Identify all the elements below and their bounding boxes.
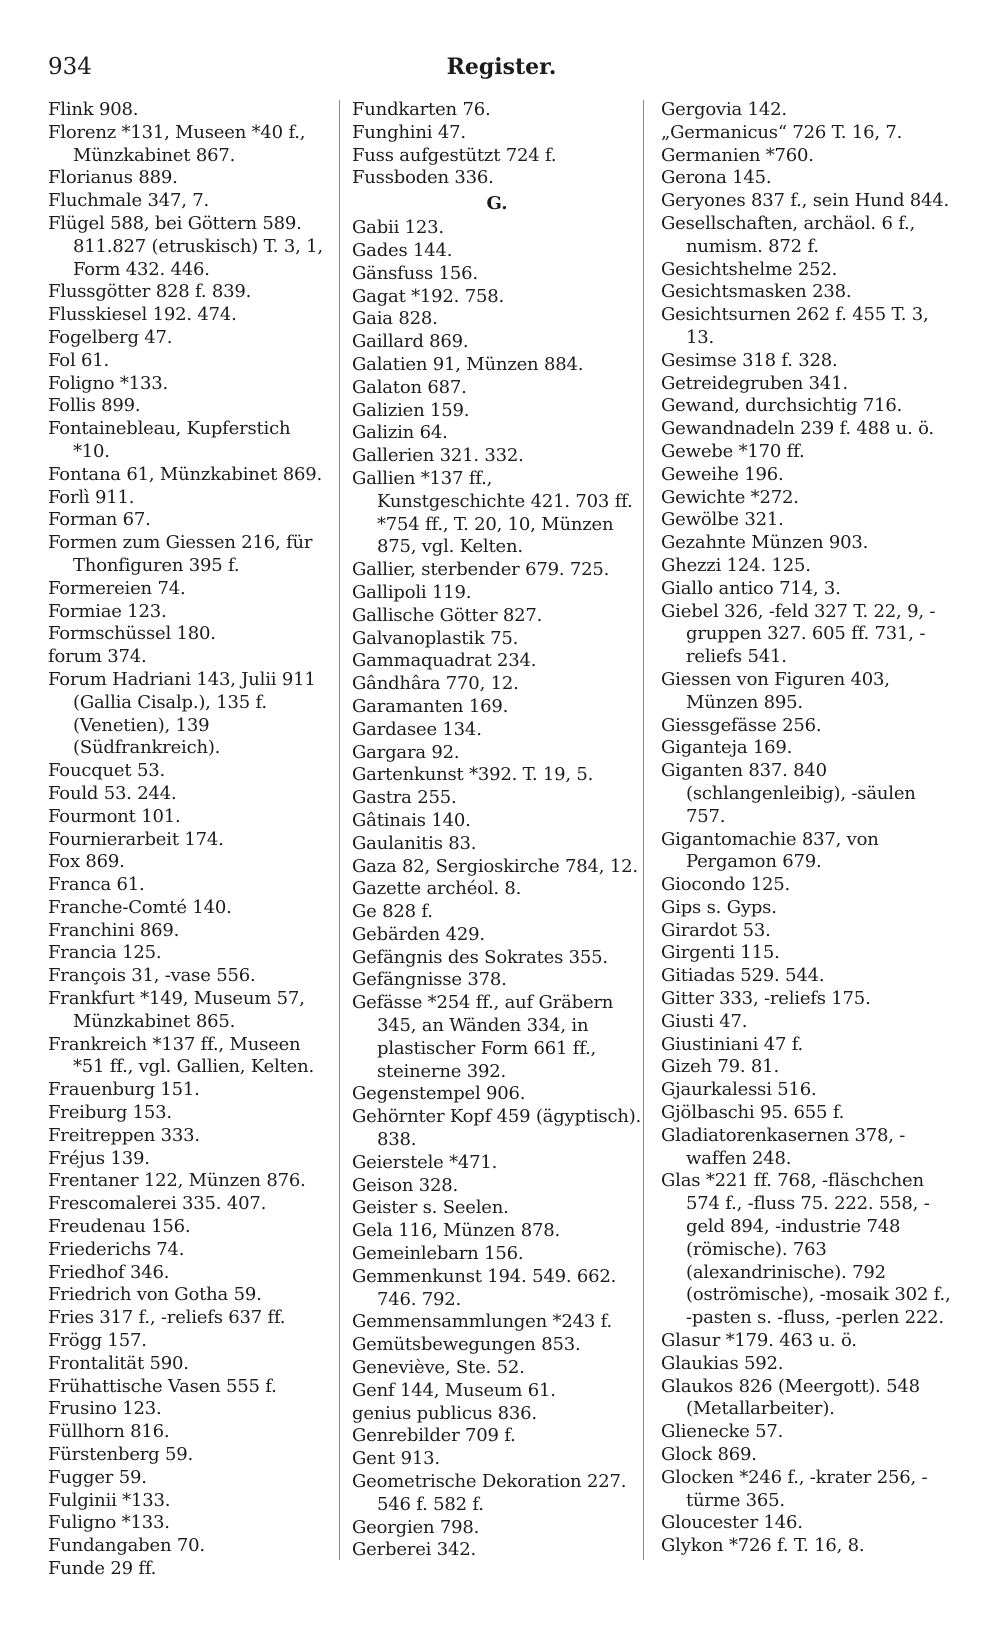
index-entry: Gänsfuss 156. xyxy=(352,262,478,284)
index-entry: Geister s. Seelen. xyxy=(352,1197,509,1219)
index-entry: Fox 869. xyxy=(48,851,125,873)
index-entry: Fussboden 336. xyxy=(352,167,494,189)
index-entry: Gefängnisse 378. xyxy=(352,969,507,991)
index-entry: Glykon *726 f. T. 16, 8. xyxy=(661,1535,865,1557)
index-entry: Florianus 889. xyxy=(48,167,178,189)
index-entry: Gallische Götter 827. xyxy=(352,604,543,626)
index-entry: Girardot 53. xyxy=(661,919,771,941)
index-entry: Giustiniani 47 f. xyxy=(661,1033,804,1055)
index-entry: Fournierarbeit 174. xyxy=(48,828,224,850)
index-entry: Forman 67. xyxy=(48,509,151,531)
running-title: Register. xyxy=(446,54,557,80)
index-entry: Forlì 911. xyxy=(48,486,135,508)
index-entry: „Germanicus“ 726 T. 16, 7. xyxy=(661,121,903,143)
index-entry: Flügel 588, bei Göttern 589. 811.827 (etruskisch) T. 3, 1, Form 432. 446. xyxy=(48,212,323,280)
index-entry: Giocondo 125. xyxy=(661,874,791,896)
index-entry: Giganteja 169. xyxy=(661,737,793,759)
index-entry: Formiae 123. xyxy=(48,600,167,622)
index-entry: Gaia 828. xyxy=(352,308,438,330)
index-column-3 xyxy=(661,99,958,1558)
index-entry: Gemeinlebarn 156. xyxy=(352,1243,524,1265)
index-entry: Fuss aufgestützt 724 f. xyxy=(352,144,557,166)
index-entry: Foucquet 53. xyxy=(48,760,165,782)
index-entry: Geometrische Dekoration 227. 546 f. 582 f. xyxy=(352,1471,627,1515)
index-entry: Fould 53. 244. xyxy=(48,782,177,804)
index-entry: Gallier, sterbender 679. 725. xyxy=(352,559,610,581)
index-entry: Fugger 59. xyxy=(48,1466,147,1488)
index-entry: Frögg 157. xyxy=(48,1330,147,1352)
index-entry: Flusskiesel 192. 474. xyxy=(48,304,237,326)
index-entry: Flink 908. xyxy=(48,99,139,120)
index-entry: Gargara 92. xyxy=(352,741,460,763)
index-entry: Gemütsbewegungen 853. xyxy=(352,1334,581,1356)
index-entry: Frontalität 590. xyxy=(48,1352,189,1374)
index-entry: Gagat *192. 758. xyxy=(352,285,504,307)
index-entry: Fulginii *133. xyxy=(48,1489,171,1511)
index-entry: Francia 125. xyxy=(48,942,162,964)
index-entry: Friedrich von Gotha 59. xyxy=(48,1284,262,1306)
index-entry: Gewichte *272. xyxy=(661,486,799,508)
column-divider xyxy=(643,100,644,1560)
index-entry: Fourmont 101. xyxy=(48,805,181,827)
index-entry: Frusino 123. xyxy=(48,1398,162,1420)
index-entry: Gades 144. xyxy=(352,239,453,261)
index-entry: Gesichtsurnen 262 f. 455 T. 3, 13. xyxy=(661,304,929,348)
index-entry: Giganten 837. 840 (schlangenleibig), -säulen 757. xyxy=(661,760,916,827)
index-entry: Giallo antico 714, 3. xyxy=(661,577,841,599)
index-entry: Gartenkunst *392. T. 19, 5. xyxy=(352,764,594,786)
index-entry: Gitiadas 529. 544. xyxy=(661,965,825,987)
index-entry: Freudenau 156. xyxy=(48,1216,191,1238)
index-entry: Friederichs 74. xyxy=(48,1238,185,1260)
index-entry: Getreidegruben 341. xyxy=(661,372,848,394)
index-entry: Friedhof 346. xyxy=(48,1261,170,1283)
index-entry: Galizien 159. xyxy=(352,399,470,421)
index-column-1 xyxy=(48,99,331,1581)
index-entry: Frankfurt *149, Museum 57, Münzkabinet 865. xyxy=(48,988,305,1032)
index-entry: Gallerien 321. 332. xyxy=(352,445,524,467)
index-entry: Geryones 837 f., sein Hund 844. xyxy=(661,190,950,212)
index-entry: Gaulanitis 83. xyxy=(352,832,477,854)
index-entry: Funghini 47. xyxy=(352,121,466,143)
index-entry: Franchini 869. xyxy=(48,919,180,941)
index-entry: Gizeh 79. 81. xyxy=(661,1056,779,1078)
column-divider xyxy=(339,100,340,1560)
index-entry: Geierstele *471. xyxy=(352,1151,498,1173)
index-entry: Formereien 74. xyxy=(48,577,186,599)
index-entry: Gallipoli 119. xyxy=(352,581,472,603)
index-entry: Fluchmale 347, 7. xyxy=(48,190,210,212)
index-entry: Galatien 91, Münzen 884. xyxy=(352,353,584,375)
index-entry: Gâtinais 140. xyxy=(352,809,471,831)
index-entry: Fundangaben 70. xyxy=(48,1535,205,1557)
index-entry: Follis 899. xyxy=(48,395,141,417)
index-entry: Gezahnte Münzen 903. xyxy=(661,532,869,554)
index-entry: Gips s. Gyps. xyxy=(661,896,777,918)
index-entry: Galvanoplastik 75. xyxy=(352,627,519,649)
index-entry: Freitreppen 333. xyxy=(48,1124,200,1146)
index-entry: Gesichtshelme 252. xyxy=(661,258,838,280)
index-entry: Frühattische Vasen 555 f. xyxy=(48,1375,277,1397)
index-entry: Foligno *133. xyxy=(48,372,169,394)
index-entry: Gigantomachie 837, von Pergamon 679. xyxy=(661,828,879,873)
index-entry: Fries 317 f., -reliefs 637 ff. xyxy=(48,1307,286,1329)
index-entry: Girgenti 115. xyxy=(661,942,780,964)
index-entry: Glasur *179. 463 u. ö. xyxy=(661,1330,857,1352)
index-entry: Gaillard 869. xyxy=(352,331,469,353)
index-entry: Gesichtsmasken 238. xyxy=(661,281,852,303)
index-entry: Glaukias 592. xyxy=(661,1352,784,1374)
index-entry: Gammaquadrat 234. xyxy=(352,650,537,672)
index-entry: Giessgefässe 256. xyxy=(661,714,822,736)
index-entry: Gewand, durchsichtig 716. xyxy=(661,395,903,417)
index-entry: Giebel 326, -feld 327 T. 22, 9, -gruppen 327. 605 ff. 731, -reliefs 541. xyxy=(661,600,936,668)
index-entry: Gallien *137 ff., Kunstgeschichte 421. 703 ff. *754 ff., T. 20, 10, Münzen 875, vgl. Kelten. xyxy=(352,467,633,558)
section-letter-heading: G. xyxy=(486,193,508,215)
index-entry: genius publicus 836. xyxy=(352,1402,537,1424)
index-entry: Genrebilder 709 f. xyxy=(352,1425,516,1447)
index-entry: Ghezzi 124. 125. xyxy=(661,554,811,576)
index-entry: Fogelberg 47. xyxy=(48,326,173,348)
index-entry: Gebärden 429. xyxy=(352,923,485,945)
index-entry: Giusti 47. xyxy=(661,1010,748,1032)
index-entry: Gegenstempel 906. xyxy=(352,1083,526,1105)
index-entry: Galaton 687. xyxy=(352,376,467,398)
index-entry: Gesimse 318 f. 328. xyxy=(661,349,838,371)
index-entry: Fol 61. xyxy=(48,349,110,371)
index-entry: Gazette archéol. 8. xyxy=(352,878,522,900)
index-entry: Gerona 145. xyxy=(661,167,772,189)
index-entry: Gaza 82, Sergioskirche 784, 12. xyxy=(352,855,638,877)
index-entry: François 31, -vase 556. xyxy=(48,965,256,987)
index-entry: Fontainebleau, Kupferstich *10. xyxy=(48,418,291,462)
index-entry: Gesellschaften, archäol. 6 f., numism. 872 f. xyxy=(661,212,916,257)
index-entry: Fréjus 139. xyxy=(48,1147,150,1169)
index-entry: Fundkarten 76. xyxy=(352,99,491,120)
index-entry: Glaukos 826 (Meergott). 548 (Metallarbeiter). xyxy=(661,1375,920,1420)
index-entry: Ge 828 f. xyxy=(352,901,433,923)
index-entry: Funde 29 ff. xyxy=(48,1558,157,1579)
index-entry: Frauenburg 151. xyxy=(48,1079,200,1101)
index-column-2 xyxy=(352,99,642,1562)
index-entry: Gefässe *254 ff., auf Gräbern 345, an Wänden 334, in plastischer Form 661 ff., steinerne 392. xyxy=(352,992,614,1082)
index-entry: Frankreich *137 ff., Museen *51 ff., vgl. Gallien, Kelten. xyxy=(48,1033,315,1078)
index-entry: Glock 869. xyxy=(661,1444,757,1466)
index-entry: Gewandnadeln 239 f. 488 u. ö. xyxy=(661,418,934,440)
index-entry: Geison 328. xyxy=(352,1174,459,1196)
index-entry: Florenz *131, Museen *40 f., Münzkabinet 867. xyxy=(48,121,306,166)
index-entry: Giessen von Figuren 403, Münzen 895. xyxy=(661,668,890,713)
index-entry: Gabii 123. xyxy=(352,217,444,239)
index-entry: forum 374. xyxy=(48,646,147,668)
index-entry: Fuligno *133. xyxy=(48,1512,170,1534)
index-entry: Gloucester 146. xyxy=(661,1512,803,1534)
index-entry: Geweihe 196. xyxy=(661,463,784,485)
index-entry: Franche-Comté 140. xyxy=(48,896,232,918)
index-entry: Galizin 64. xyxy=(352,422,448,444)
index-entry: Frescomalerei 335. 407. xyxy=(48,1193,267,1215)
page-number: 934 xyxy=(48,54,92,80)
index-entry: Gefängnis des Sokrates 355. xyxy=(352,946,608,968)
index-entry: Garamanten 169. xyxy=(352,695,509,717)
index-entry: Forum Hadriani 143, Julii 911 (Gallia Cisalp.), 135 f. (Venetien), 139 (Südfrankreich). xyxy=(48,668,316,759)
index-entry: Flussgötter 828 f. 839. xyxy=(48,281,252,303)
index-entry: Gladiatorenkasernen 378, -waffen 248. xyxy=(661,1124,906,1169)
index-entry: Glocken *246 f., -krater 256, -türme 365. xyxy=(661,1466,928,1511)
index-entry: Fontana 61, Münzkabinet 869. xyxy=(48,463,322,485)
index-entry: Formen zum Giessen 216, für Thonfiguren 395 f. xyxy=(48,532,313,576)
index-entry: Gent 913. xyxy=(352,1448,440,1470)
index-entry: Fürstenberg 59. xyxy=(48,1444,194,1466)
index-entry: Gemmensammlungen *243 f. xyxy=(352,1311,612,1333)
index-entry: Germanien *760. xyxy=(661,144,814,166)
index-entry: Franca 61. xyxy=(48,874,145,896)
index-entry: Freiburg 153. xyxy=(48,1102,172,1124)
index-entry: Gerberei 342. xyxy=(352,1539,477,1561)
index-entry: Gjölbaschi 95. 655 f. xyxy=(661,1102,845,1124)
index-entry: Gela 116, Münzen 878. xyxy=(352,1220,560,1242)
index-entry: Glas *221 ff. 768, -fläschchen 574 f., -fluss 75. 222. 558, -geld 894, -industrie 748 (römische). 763 (alexandrinische). 792 (oströmische), -mosaik 302 f., -pasten s. -fluss, -perlen 222. xyxy=(661,1170,951,1329)
index-entry: Gewebe *170 ff. xyxy=(661,440,805,462)
index-entry: Gemmenkunst 194. 549. 662. 746. 792. xyxy=(352,1265,617,1310)
index-entry: Formschüssel 180. xyxy=(48,623,216,645)
index-entry: Geneviève, Ste. 52. xyxy=(352,1357,525,1379)
index-entry: Gardasee 134. xyxy=(352,718,482,740)
index-entry: Gitter 333, -reliefs 175. xyxy=(661,988,871,1010)
index-entry: Gastra 255. xyxy=(352,787,457,809)
index-entry: Gjaurkalessi 516. xyxy=(661,1079,817,1101)
index-entry: Glienecke 57. xyxy=(661,1421,784,1443)
index-entry: Frentaner 122, Münzen 876. xyxy=(48,1170,306,1192)
page-header xyxy=(48,40,955,84)
index-entry: Genf 144, Museum 61. xyxy=(352,1379,556,1401)
index-entry: Gergovia 142. xyxy=(661,99,787,120)
index-entry: Georgien 798. xyxy=(352,1516,480,1538)
index-entry: Gehörnter Kopf 459 (ägyptisch). 838. xyxy=(352,1106,642,1151)
index-entry: Gewölbe 321. xyxy=(661,509,784,531)
index-entry: Gândhâra 770, 12. xyxy=(352,673,519,695)
index-entry: Füllhorn 816. xyxy=(48,1421,170,1443)
